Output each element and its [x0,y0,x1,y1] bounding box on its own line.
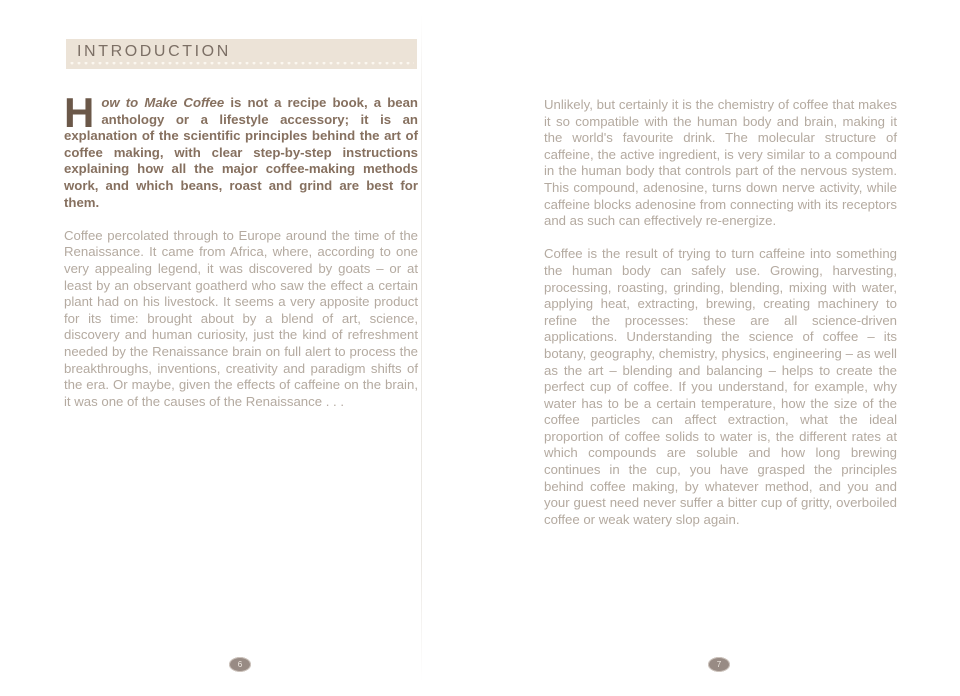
chapter-header [66,39,417,69]
body-paragraph: Coffee is the result of trying to turn caffeine into something the human body can safely use. Growing, harvesting, processing, roasting, grinding, blending, mixing with water, applying heat, extracting, brewing, creating machinery to refine the processes: these are all science-driven applications. Understanding the science of coffee – its botany, geography, chemistry, physics, engineering – as well as the art – blending and balancing – helps to create the perfect cup of coffee. If you understand, for example, why water has to be a certain temperature, how the size of the coffee particles can affect extraction, what the ideal proportion of coffee solids to water is, the different rates at which compounds are soluble and how long brewing continues in the cup, you have grasped the principles behind coffee making, by whatever method, and you and your guest need never suffer a bitter cup of gritty, overboiled coffee or weak watery slop again. [544,246,897,527]
page-seam-divider [421,14,422,682]
body-paragraph: Coffee percolated through to Europe around the time of the Renaissance. It came from Africa, where, according to one very appealing legend, it was discovered by goats – or at least by an observant goatherd who saw the effect a certain plant had on his livestock. It seems a very apposite product for its time: brought about by a blend of art, science, discovery and human curiosity, just the kind of refreshment needed by the Renaissance brain on full alert to process the breakthroughs, inventions, creativity and paradigm shifts of the era. Or maybe, given the effects of caffeine on the brain, it was one of the causes of the Renaissance . . . [64,227,418,409]
page-number: 6 [237,659,243,669]
page-number-badge [708,657,730,672]
intro-lead-paragraph [64,89,418,211]
right-text-column [544,97,897,528]
body-paragraph: Unlikely, but certainly it is the chemistry of coffee that makes it so compatible with the human body and brain, making it the world's favourite drink. The molecular structure of caffeine, the active ingredient, is very similar to a compound in the human body that controls part of the nervous system. This compound, adenosine, turns down nerve activity, while caffeine blocks adenosine from connecting with its receptors and as such can effectively re-energize. [544,97,897,229]
left-text-column [64,89,418,410]
page-number-badge [229,657,251,672]
chapter-title: INTRODUCTION [77,43,231,60]
page-number: 7 [716,659,722,669]
lead-paragraph-text: is not a recipe book, a bean anthology or a lifestyle accessory; it is an explanation of the scientific principles behind the art of coffee making, with clear step-by-step instructions explaining how all the major coffee-making methods work, and which beans, roast and grind are best for them. [64,95,418,210]
drop-cap: H [64,89,95,136]
scallop-divider-decoration [69,62,414,66]
book-title-italic: ow to Make Coffee [101,95,225,110]
